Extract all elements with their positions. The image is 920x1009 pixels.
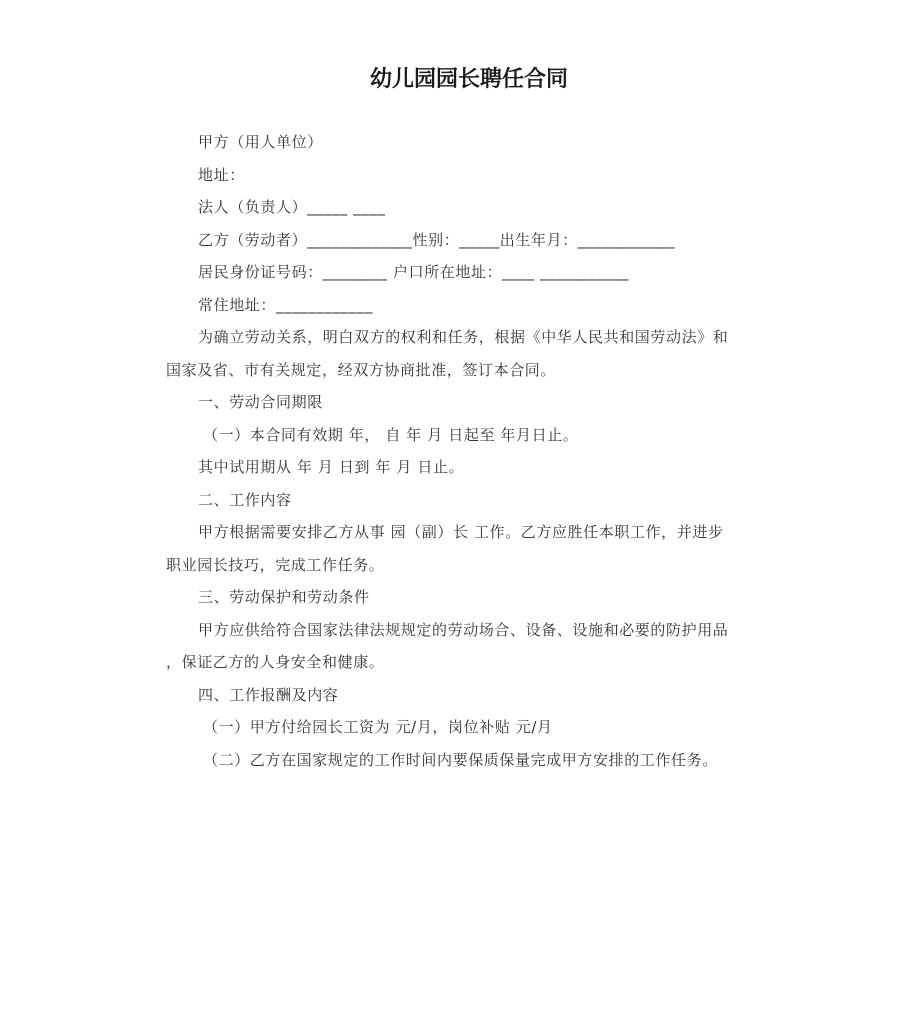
protection-line-2: ，保证乙方的人身安全和健康。: [166, 653, 385, 671]
residence-line: 常住地址：____________: [198, 296, 374, 314]
work-content-line-2: 职业园长技巧，完成工作任务。: [166, 556, 385, 574]
protection-line-1: 甲方应供给符合国家法律法规规定的劳动场合、设备、设施和必要的防护用品: [198, 621, 729, 639]
preamble-line-2: 国家及省、市有关规定，经双方协商批准，签订本合同。: [166, 361, 557, 379]
section-heading-2: 二、工作内容: [198, 491, 292, 509]
section-heading-4: 四、工作报酬及内容: [198, 686, 339, 704]
clause-4-2: （二）乙方在国家规定的工作时间内要保质保量完成甲方安排的工作任务。: [203, 751, 718, 769]
legal-rep-line: 法人（负责人）_____ ____: [198, 198, 386, 216]
clause-1-1: （一）本合同有效期 年， 自 年 月 日起至 年月日止。: [203, 426, 579, 444]
document-title: 幼儿园园长聘任合同: [369, 67, 568, 92]
work-content-line-1: 甲方根据需要安排乙方从事 园（副）长 工作。乙方应胜任本职工作，并进步: [198, 523, 724, 541]
probation-line: 其中试用期从 年 月 日到 年 月 日止。: [198, 458, 465, 476]
party-a-line: 甲方（用人单位）: [198, 133, 323, 151]
id-number-line: 居民身份证号码：________ 户口所在地址：____ ___________: [198, 263, 630, 281]
preamble-line-1: 为确立劳动关系，明白双方的权利和任务，根据《中华人民共和国劳动法》和: [198, 328, 729, 346]
clause-4-1: （一）甲方付给园长工资为 元/月，岗位补贴 元/月: [203, 718, 553, 736]
section-heading-1: 一、劳动合同期限: [198, 393, 323, 411]
address-line: 地址：: [198, 166, 245, 184]
section-heading-3: 三、劳动保护和劳动条件: [198, 588, 370, 606]
party-b-line: 乙方（劳动者）_____________性别：_____出生年月：____________: [198, 231, 676, 249]
